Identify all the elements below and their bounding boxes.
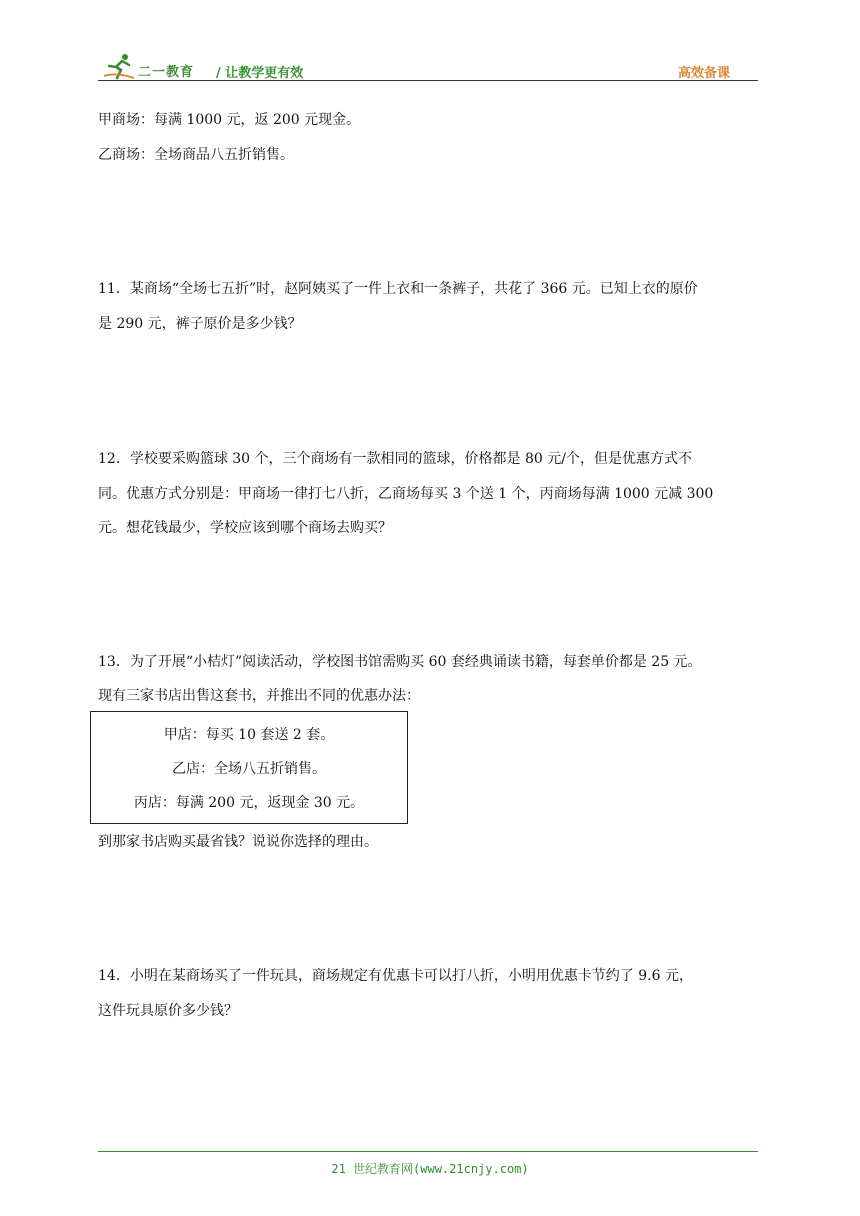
header-tagline: / 让教学更有效 — [216, 66, 304, 81]
text-line: 乙商场：全场商品八五折销售。 — [98, 147, 294, 163]
logo-text: 二一教育 — [138, 65, 195, 80]
question-11-line: 11．某商场“全场七五折”时，赵阿姨买了一件上衣和一条裤子，共花了 366 元。已知上衣的原价 — [98, 281, 698, 297]
question-12-line: 同。优惠方式分别是：甲商场一律打七八折，乙商场每买 3 个送 1 个，丙商场每满 1000 元减 300 — [98, 486, 714, 502]
question-14-line: 这件玩具原价多少钱？ — [98, 1003, 238, 1019]
question-13-line: 现有三家书店出售这套书，并推出不同的优惠办法： — [98, 688, 420, 704]
text-line: 甲商场：每满 1000 元，返 200 元现金。 — [98, 112, 361, 128]
page-header — [98, 52, 758, 82]
option-shop-a: 甲店：每买 10 套送 2 套。 — [163, 727, 335, 743]
option-shop-b: 乙店：全场八五折销售。 — [172, 761, 326, 777]
header-divider — [98, 80, 758, 81]
footer-divider — [98, 1151, 758, 1152]
question-12-line: 元。想花钱最少，学校应该到哪个商场去购买？ — [98, 520, 392, 536]
footer-text: 21 世纪教育网(www.21cnjy.com) — [331, 1162, 529, 1176]
question-13-line: 13．为了开展“小桔灯”阅读活动，学校图书馆需购买 60 套经典诵读书籍，每套单价都是 25 元。 — [98, 654, 702, 670]
option-shop-c: 丙店：每满 200 元，返现金 30 元。 — [133, 795, 365, 811]
question-14-line: 14．小明在某商场买了一件玩具，商场规定有优惠卡可以打八折，小明用优惠卡节约了 9.6 元， — [98, 968, 693, 984]
question-11-line: 是 290 元，裤子原价是多少钱？ — [98, 316, 302, 332]
runner-logo-icon — [104, 52, 134, 80]
discount-options-box — [90, 711, 408, 824]
question-13-followup: 到那家书店购买最省钱？说说你选择的理由。 — [98, 834, 378, 850]
question-12-line: 12．学校要采购篮球 30 个，三个商场有一款相同的篮球，价格都是 80 元/个，但是优惠方式不 — [98, 451, 692, 467]
header-right-label: 高效备课 — [677, 66, 730, 81]
